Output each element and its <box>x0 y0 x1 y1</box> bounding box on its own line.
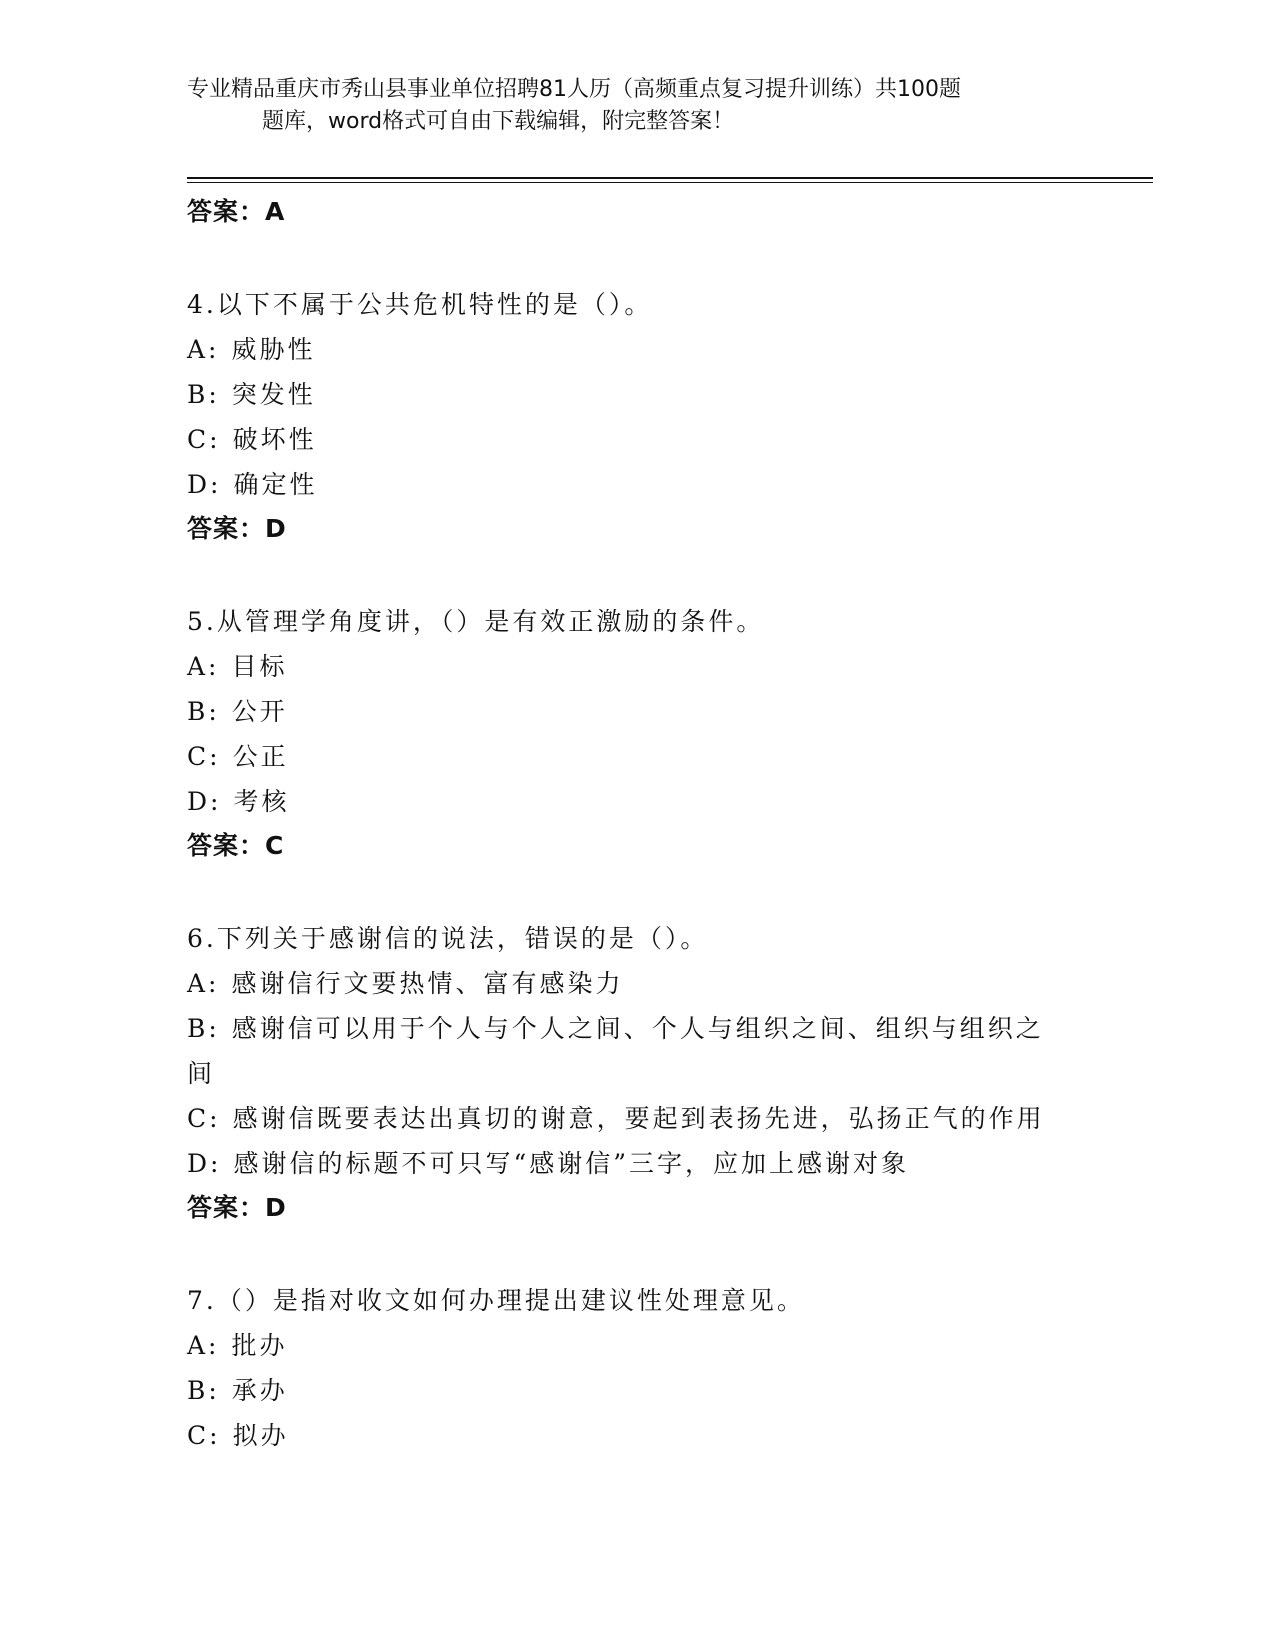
option-b <box>187 1006 1067 1096</box>
question-block <box>187 282 1087 551</box>
option-letter: D: <box>187 470 222 499</box>
option-text: 感谢信可以用于个人与个人之间、个人与组织之间、组织与组织之间 <box>187 1014 1044 1088</box>
question-block <box>187 599 1087 868</box>
option-text: 考核 <box>233 787 290 816</box>
option-letter: A: <box>187 969 220 998</box>
option-text: 感谢信的标题不可只写“感谢信”三字，应加上感谢对象 <box>233 1149 910 1178</box>
header-rule-thick <box>187 177 1153 179</box>
option-letter: D: <box>187 787 222 816</box>
option-text: 感谢信行文要热情、富有感染力 <box>231 969 624 998</box>
question-text: 7.（）是指对收文如何办理提出建议性处理意见。 <box>187 1286 805 1315</box>
option-a <box>187 961 1087 1006</box>
option-c <box>187 417 1087 462</box>
option-letter: A: <box>187 335 220 364</box>
question-text: 5.从管理学角度讲，（）是有效正激励的条件。 <box>187 607 765 636</box>
option-letter: A: <box>187 652 220 681</box>
option-text: 威胁性 <box>231 335 316 364</box>
option-d <box>187 462 1087 507</box>
option-text: 批办 <box>231 1331 288 1360</box>
option-c <box>187 1096 1087 1141</box>
option-b <box>187 1368 1087 1413</box>
header-title-line2: 题库，word格式可自由下载编辑，附完整答案！ <box>262 109 735 134</box>
option-letter: B: <box>187 1014 220 1043</box>
question-block <box>187 916 1087 1230</box>
answer-line: 答案：C <box>187 831 285 860</box>
option-text: 公正 <box>232 742 289 771</box>
option-text: 拟办 <box>232 1421 289 1450</box>
option-d <box>187 779 1087 824</box>
option-a <box>187 644 1087 689</box>
option-c <box>187 1413 1087 1458</box>
option-letter: A: <box>187 1331 220 1360</box>
option-d <box>187 1141 1087 1186</box>
option-letter: B: <box>187 380 220 409</box>
header-rule-thin <box>187 182 1153 183</box>
question-list <box>187 190 1087 1458</box>
option-letter: C: <box>187 1421 221 1450</box>
option-a <box>187 327 1087 372</box>
document-header <box>187 74 1087 138</box>
answer-line: 答案：D <box>187 514 287 543</box>
option-letter: C: <box>187 425 221 454</box>
question-text: 4.以下不属于公共危机特性的是（）。 <box>187 290 653 319</box>
option-a <box>187 1323 1087 1368</box>
option-c <box>187 734 1087 779</box>
option-letter: B: <box>187 697 220 726</box>
option-text: 承办 <box>231 1376 288 1405</box>
option-letter: D: <box>187 1149 222 1178</box>
question-block <box>187 1278 1087 1458</box>
header-title-line1: 专业精品重庆市秀山县事业单位招聘81人历（高频重点复习提升训练）共100题 <box>187 77 961 102</box>
option-text: 目标 <box>231 652 288 681</box>
option-text: 公开 <box>231 697 288 726</box>
option-b <box>187 372 1087 417</box>
option-text: 感谢信既要表达出真切的谢意，要起到表扬先进，弘扬正气的作用 <box>232 1104 1045 1133</box>
option-text: 确定性 <box>233 470 318 499</box>
option-b <box>187 689 1087 734</box>
question-text: 6.下列关于感谢信的说法，错误的是（）。 <box>187 924 709 953</box>
answer-line: 答案：A <box>187 197 286 226</box>
option-letter: C: <box>187 742 221 771</box>
option-text: 破坏性 <box>232 425 317 454</box>
option-letter: C: <box>187 1104 221 1133</box>
option-letter: B: <box>187 1376 220 1405</box>
option-text: 突发性 <box>231 380 316 409</box>
answer-line: 答案：D <box>187 1193 287 1222</box>
